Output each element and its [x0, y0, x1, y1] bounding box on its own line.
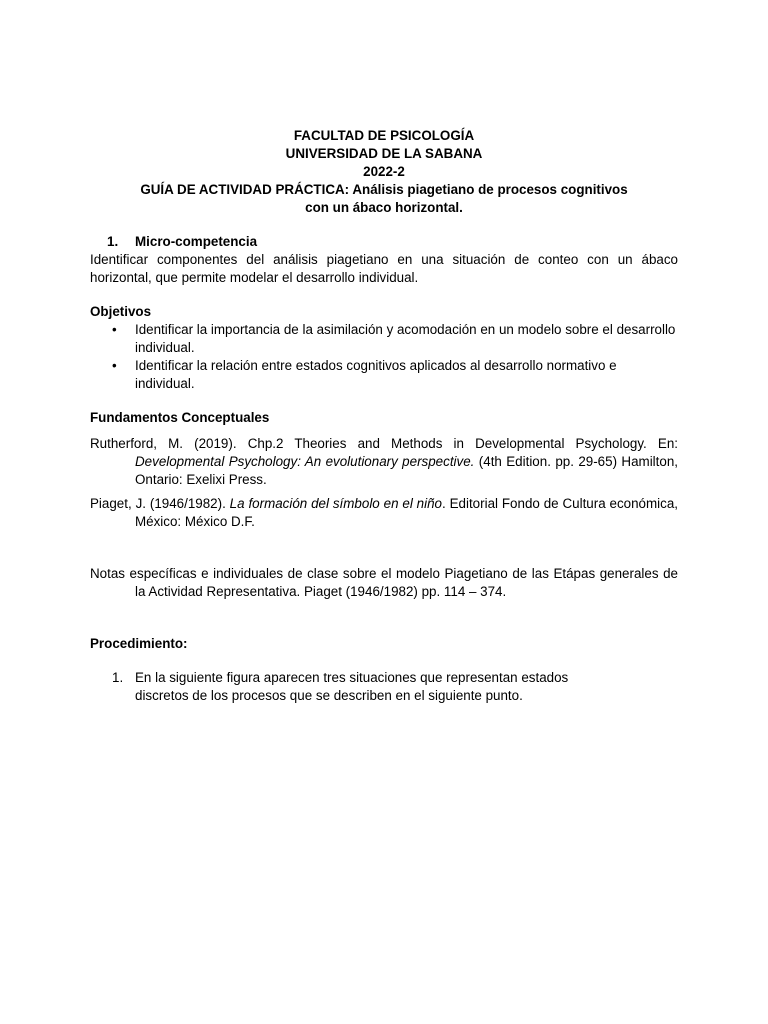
step-text: En la siguiente figura aparecen tres situaciones que representan estados discretos de los procesos que se describen en el siguiente punto.: [135, 670, 569, 703]
list-item: [90, 321, 678, 357]
bullet-icon: •: [112, 322, 117, 337]
micro-competence-text: Identificar componentes del análisis piagetiano en una situación de conteo con un ábaco horizontal, que permite modelar el desarrollo individual.: [90, 252, 678, 285]
reference-item: [90, 435, 678, 489]
reference-text: (4th Edition. pp. 29-65) Hamilton, Ontario: Exelixi Press.: [135, 454, 678, 487]
guide-title-line1: Análisis piagetiano de procesos cognitivos: [349, 182, 628, 197]
document-header: [90, 127, 678, 217]
list-item: [90, 357, 678, 393]
reference-italic: Developmental Psychology: An evolutionary perspective.: [135, 454, 475, 469]
reference-text: Piaget, J. (1946/1982).: [90, 496, 230, 511]
period-title: 2022-2: [363, 164, 405, 179]
objective-text: Identificar la importancia de la asimilación y acomodación en un modelo sobre el desarrollo individual.: [135, 322, 676, 355]
guide-label: GUÍA DE ACTIVIDAD PRÁCTICA:: [140, 182, 350, 197]
reference-text: . Editorial Fondo de Cultura económica, México: México D.F.: [135, 496, 678, 529]
bullet-icon: •: [112, 358, 117, 373]
section-number: 1.: [107, 234, 119, 249]
class-notes: Notas específicas e individuales de clase sobre el modelo Piagetiano de las Etápas generales de la Actividad Representativa. Piaget (1946/1982) pp. 114 – 374.: [90, 566, 678, 599]
reference-item: [90, 495, 678, 531]
objectives-heading: Objetivos: [90, 304, 152, 319]
step-number: 1.: [112, 670, 124, 685]
university-title: UNIVERSIDAD DE LA SABANA: [285, 146, 483, 161]
micro-competence-heading: [90, 233, 678, 251]
objectives-list: [90, 321, 678, 393]
document-content: [90, 127, 678, 705]
reference-italic: La formación del símbolo en el niño: [229, 496, 443, 511]
list-item: [90, 669, 678, 705]
objective-text: Identificar la relación entre estados cognitivos aplicados al desarrollo normativo e individual.: [135, 358, 617, 391]
guide-title-line2: con un ábaco horizontal.: [305, 200, 463, 215]
procedure-heading: Procedimiento:: [90, 636, 188, 651]
procedure-steps: [90, 669, 678, 705]
fundamentals-heading: Fundamentos Conceptuales: [90, 410, 270, 425]
faculty-title: FACULTAD DE PSICOLOGÍA: [293, 128, 475, 143]
guide-title: [90, 181, 678, 199]
reference-text: Rutherford, M. (2019). Chp.2 Theories and Methods in Developmental Psychology. En:: [90, 436, 678, 451]
section-heading: Micro-competencia: [135, 234, 258, 249]
